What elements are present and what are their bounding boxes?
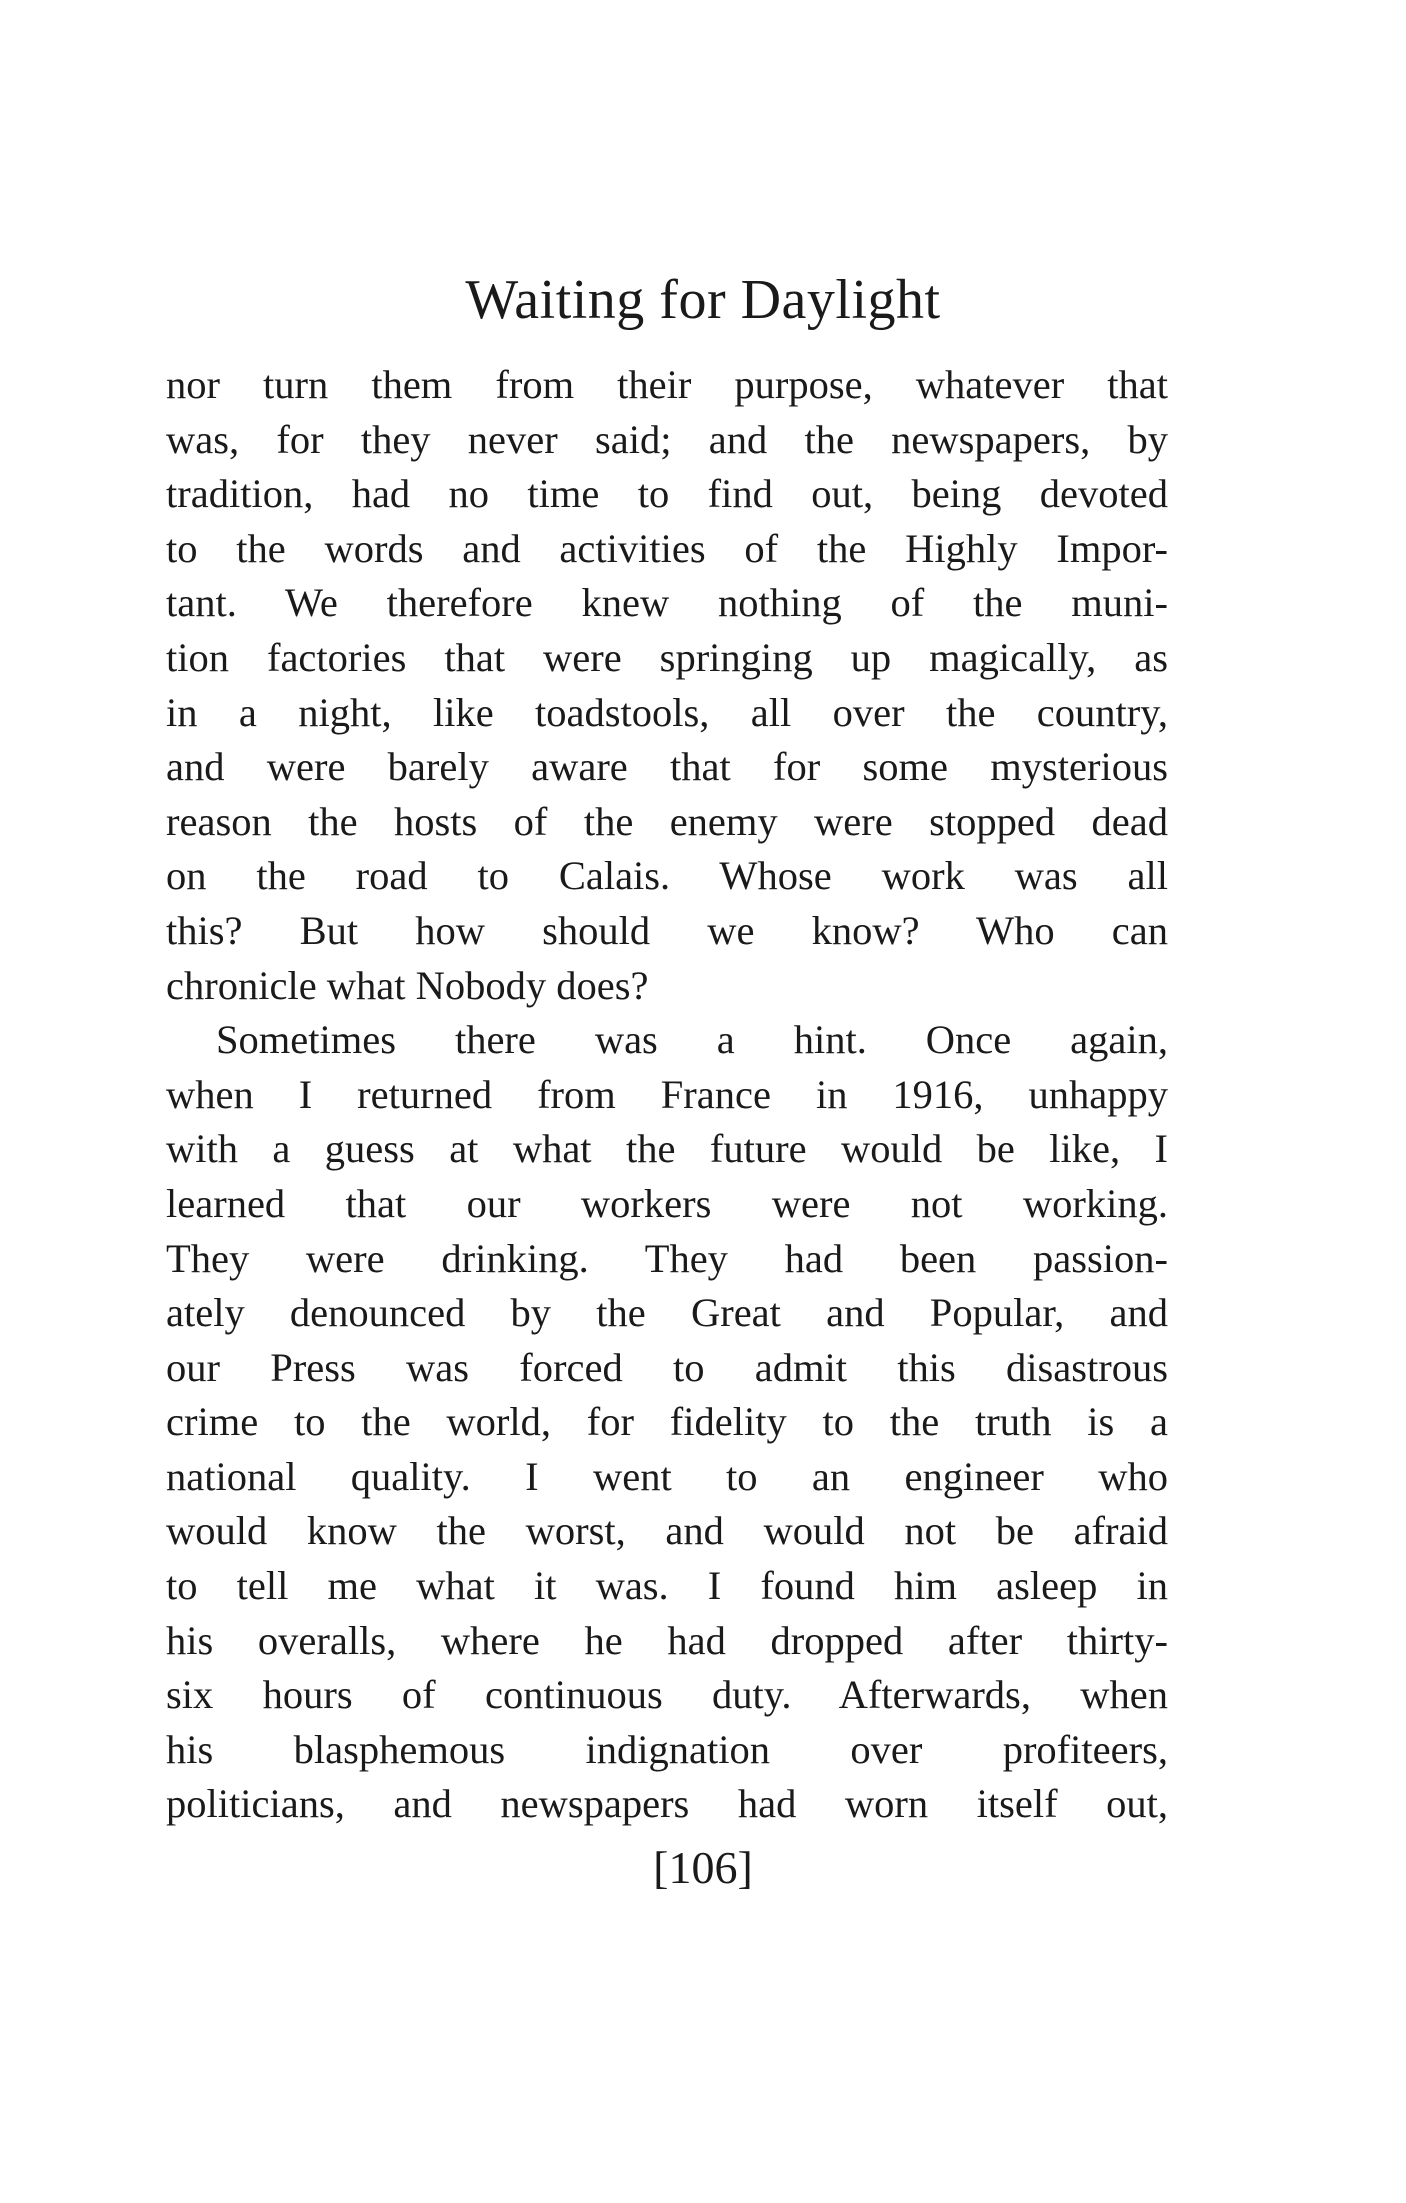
text-line: They were drinking. They had been passion- <box>166 1235 1168 1281</box>
text-line: tant. We therefore knew nothing of the muni- <box>166 580 1168 626</box>
text-line: was, for they never said; and the newspapers, by <box>166 416 1168 462</box>
page-number: [106] <box>653 1842 753 1893</box>
text-line: politicians, and newspapers had worn itself out, <box>166 1781 1168 1827</box>
text-line: with a guess at what the future would be like, I <box>166 1126 1168 1172</box>
text-line: Sometimes there was a hint. Once again, <box>216 1017 1168 1063</box>
text-line: chronicle what Nobody does? <box>166 962 649 1008</box>
body-text <box>166 358 1168 1832</box>
text-line: our Press was forced to admit this disastrous <box>166 1344 1168 1390</box>
text-line: tion factories that were springing up magically, as <box>166 634 1168 680</box>
text-line: learned that our workers were not working. <box>166 1180 1168 1226</box>
text-line: ately denounced by the Great and Popular, and <box>166 1290 1168 1336</box>
text-line: six hours of continuous duty. Afterwards, when <box>166 1672 1168 1718</box>
text-line: crime to the world, for fidelity to the truth is a <box>166 1399 1168 1445</box>
text-line: reason the hosts of the enemy were stopped dead <box>166 798 1168 844</box>
text-line: to tell me what it was. I found him asleep in <box>166 1563 1168 1609</box>
text-line: national quality. I went to an engineer who <box>166 1453 1168 1499</box>
text-line: his blasphemous indignation over profiteers, <box>166 1726 1168 1772</box>
text-line: to the words and activities of the Highly Impor- <box>166 525 1168 571</box>
text-line: nor turn them from their purpose, whatever that <box>166 362 1168 407</box>
text-line: would know the worst, and would not be afraid <box>166 1508 1168 1554</box>
text-line: tradition, had no time to find out, being devoted <box>166 471 1168 517</box>
running-head: Waiting for Daylight <box>465 269 941 331</box>
text-line: in a night, like toadstools, all over the country, <box>166 689 1168 735</box>
text-line: and were barely aware that for some mysterious <box>166 744 1168 790</box>
text-line: when I returned from France in 1916, unhappy <box>166 1071 1168 1117</box>
text-line: this? But how should we know? Who can <box>166 907 1168 953</box>
text-line: his overalls, where he had dropped after thirty- <box>166 1617 1168 1663</box>
text-line: on the road to Calais. Whose work was all <box>166 853 1168 899</box>
